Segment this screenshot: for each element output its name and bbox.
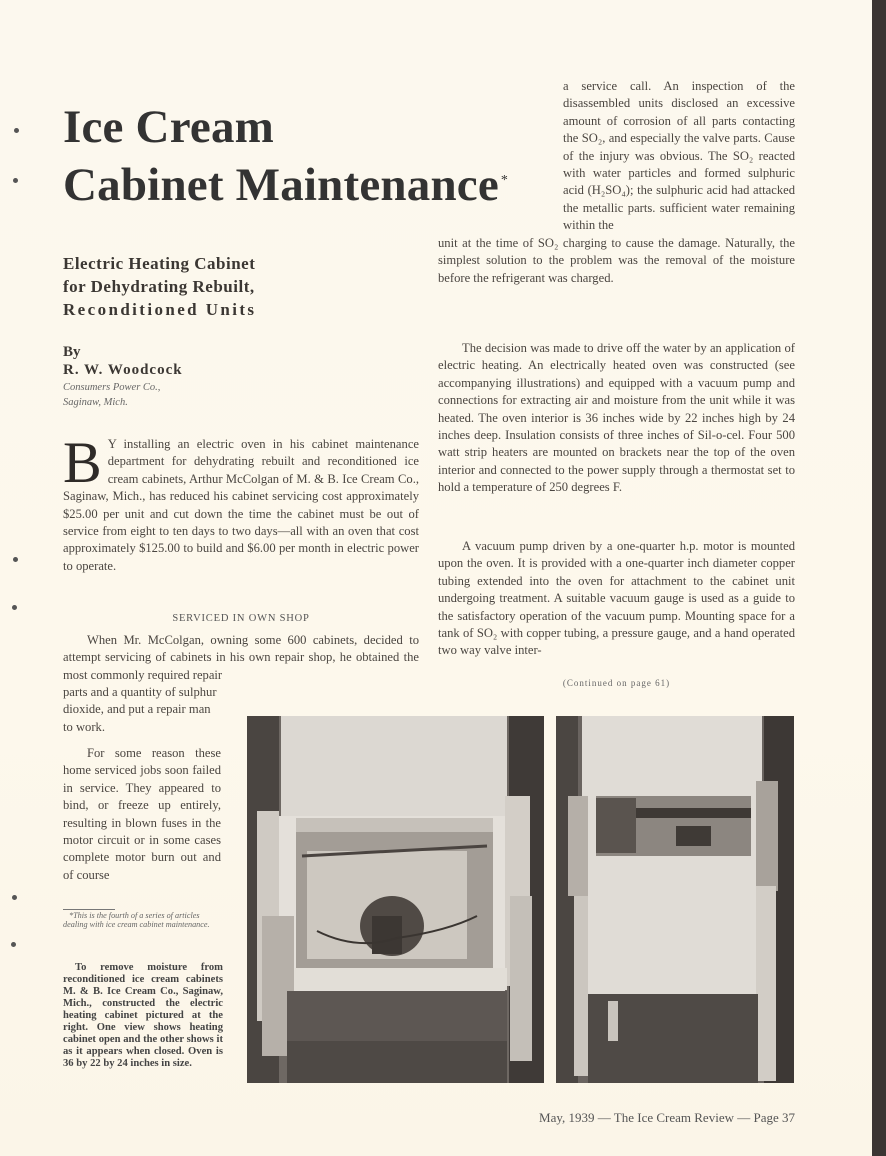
continued-note: (Continued on page 61) xyxy=(562,678,671,688)
margin-dot xyxy=(13,557,18,562)
title-line-2-text: Cabinet Maintenance xyxy=(63,159,499,211)
body-paragraph-continued: parts and a quantity of sulphur dioxide, and put a repair man to work. xyxy=(63,685,217,734)
body-paragraph: For some reason these home serviced jobs soon failed in service. They appeared to bind, or freeze up entirely, resulting in blown fuses in the motor circuit or in some cases complete motor burn out and of course xyxy=(63,746,221,882)
title-line-1: Ice Cream xyxy=(63,101,275,153)
body-paragraph: unit at the time of SO₂ charging to cause the damage. Naturally, the simplest solution to the problem was the removal of the moisture before the refrigerant was charged. xyxy=(438,236,795,285)
body-paragraph: When Mr. McColgan, owning some 600 cabinets, decided to attempt servicing of cabinets in his own repair shop, he obtained the most commonly required repair xyxy=(63,633,419,682)
photo-caption: To remove moisture from reconditioned ice cream cabinets M. & B. Ice Cream Co., Saginaw, Mich., constructed the electric heating cabinet pictured at the right. One view shows heating cabinet open and the other shows it as it appears when closed. Oven is 36 by 22 by 24 inches in size. xyxy=(63,962,223,1069)
body-paragraph: a service call. An inspection of the disassembled units disclosed an excessive amount of corrosion of all parts contacting the SO₂, and especially the valve parts. Cause of the injury was obvious. The SO₂ reacted with water particles and formed sulphuric acid (H₂SO₄); the sulphuric acid had attacked the metallic parts. sufficient water remaining within the xyxy=(563,79,795,233)
margin-dot xyxy=(11,942,16,947)
photo-cabinet-closed-image xyxy=(556,716,794,1083)
body-paragraph: A vacuum pump driven by a one-quarter h.p. motor is mounted upon the oven. It is provided with a one-quarter inch diameter copper tubing extended into the oven for attachment to the cabinet unit undergoing treatment. A suitable vacuum gauge is used as a guide to the satisfactory operation of the vacuum pump. Mounting space for a tank of SO₂ with copper tubing, a pressure gauge, and a hand operated two way valve inter- xyxy=(438,539,795,658)
footnote: *This is the fourth of a series of articles dealing with ice cream cabinet maintenance. xyxy=(63,911,210,929)
margin-dot xyxy=(14,128,19,133)
margin-dot xyxy=(12,895,17,900)
intro-text: Y installing an electric oven in his cabinet maintenance department for dehydrating rebuilt and reconditioned ice cream cabinets, Arthur McColgan of M. & B. Ice Cream Co., Saginaw, Mich., has reduced his cabinet servicing cost approximately $25.00 per unit and cut down the time the cabinet must be out of service from eight to ten days to two days—all with an oven that cost approximately $125.00 to build and $6.00 per month in electric power to operate. xyxy=(63,437,419,573)
subtitle-line: Reconditioned Units xyxy=(63,300,257,319)
article-subtitle xyxy=(63,252,293,321)
byline: By xyxy=(63,344,81,360)
author-affiliation xyxy=(63,380,160,410)
photo-cabinet-closed xyxy=(556,716,794,1083)
article-title xyxy=(63,98,508,214)
title-footnote-marker: * xyxy=(500,173,509,188)
footnote-rule xyxy=(63,909,115,910)
margin-dot xyxy=(13,178,18,183)
drop-cap: B xyxy=(63,430,102,495)
intro-paragraph xyxy=(63,430,419,575)
subtitle-line: for Dehydrating Rebuilt, xyxy=(63,277,255,296)
photo-cabinet-open xyxy=(247,716,544,1083)
section-heading: SERVICED IN OWN SHOP xyxy=(172,613,310,624)
body-paragraph: The decision was made to drive off the water by an application of electric heating. An electrically heated oven was constructed (see accompanying illustrations) and equipped with a vacuum pump and connections for extracting air and moisture from the unit while it was heated. The oven interior is 36 inches wide by 22 inches high by 24 inches deep. Insulation consists of three inches of Sil-o-cel. Four 500 watt strip heaters are mounted on brackets near the top of the oven interior and connected to the power supply through a thermostat set to hold a temperature of 250 degrees F. xyxy=(438,341,795,495)
scan-edge xyxy=(872,0,886,1156)
author-name: R. W. Woodcock xyxy=(63,362,183,378)
title-line-2 xyxy=(63,156,508,214)
affiliation-line: Saginaw, Mich. xyxy=(63,397,128,408)
photo-cabinet-open-image xyxy=(247,716,544,1083)
margin-dot xyxy=(12,605,17,610)
subtitle-line: Electric Heating Cabinet xyxy=(63,254,256,273)
affiliation-line: Consumers Power Co., xyxy=(63,382,161,393)
page-footer: May, 1939 — The Ice Cream Review — Page 37 xyxy=(539,1110,795,1125)
